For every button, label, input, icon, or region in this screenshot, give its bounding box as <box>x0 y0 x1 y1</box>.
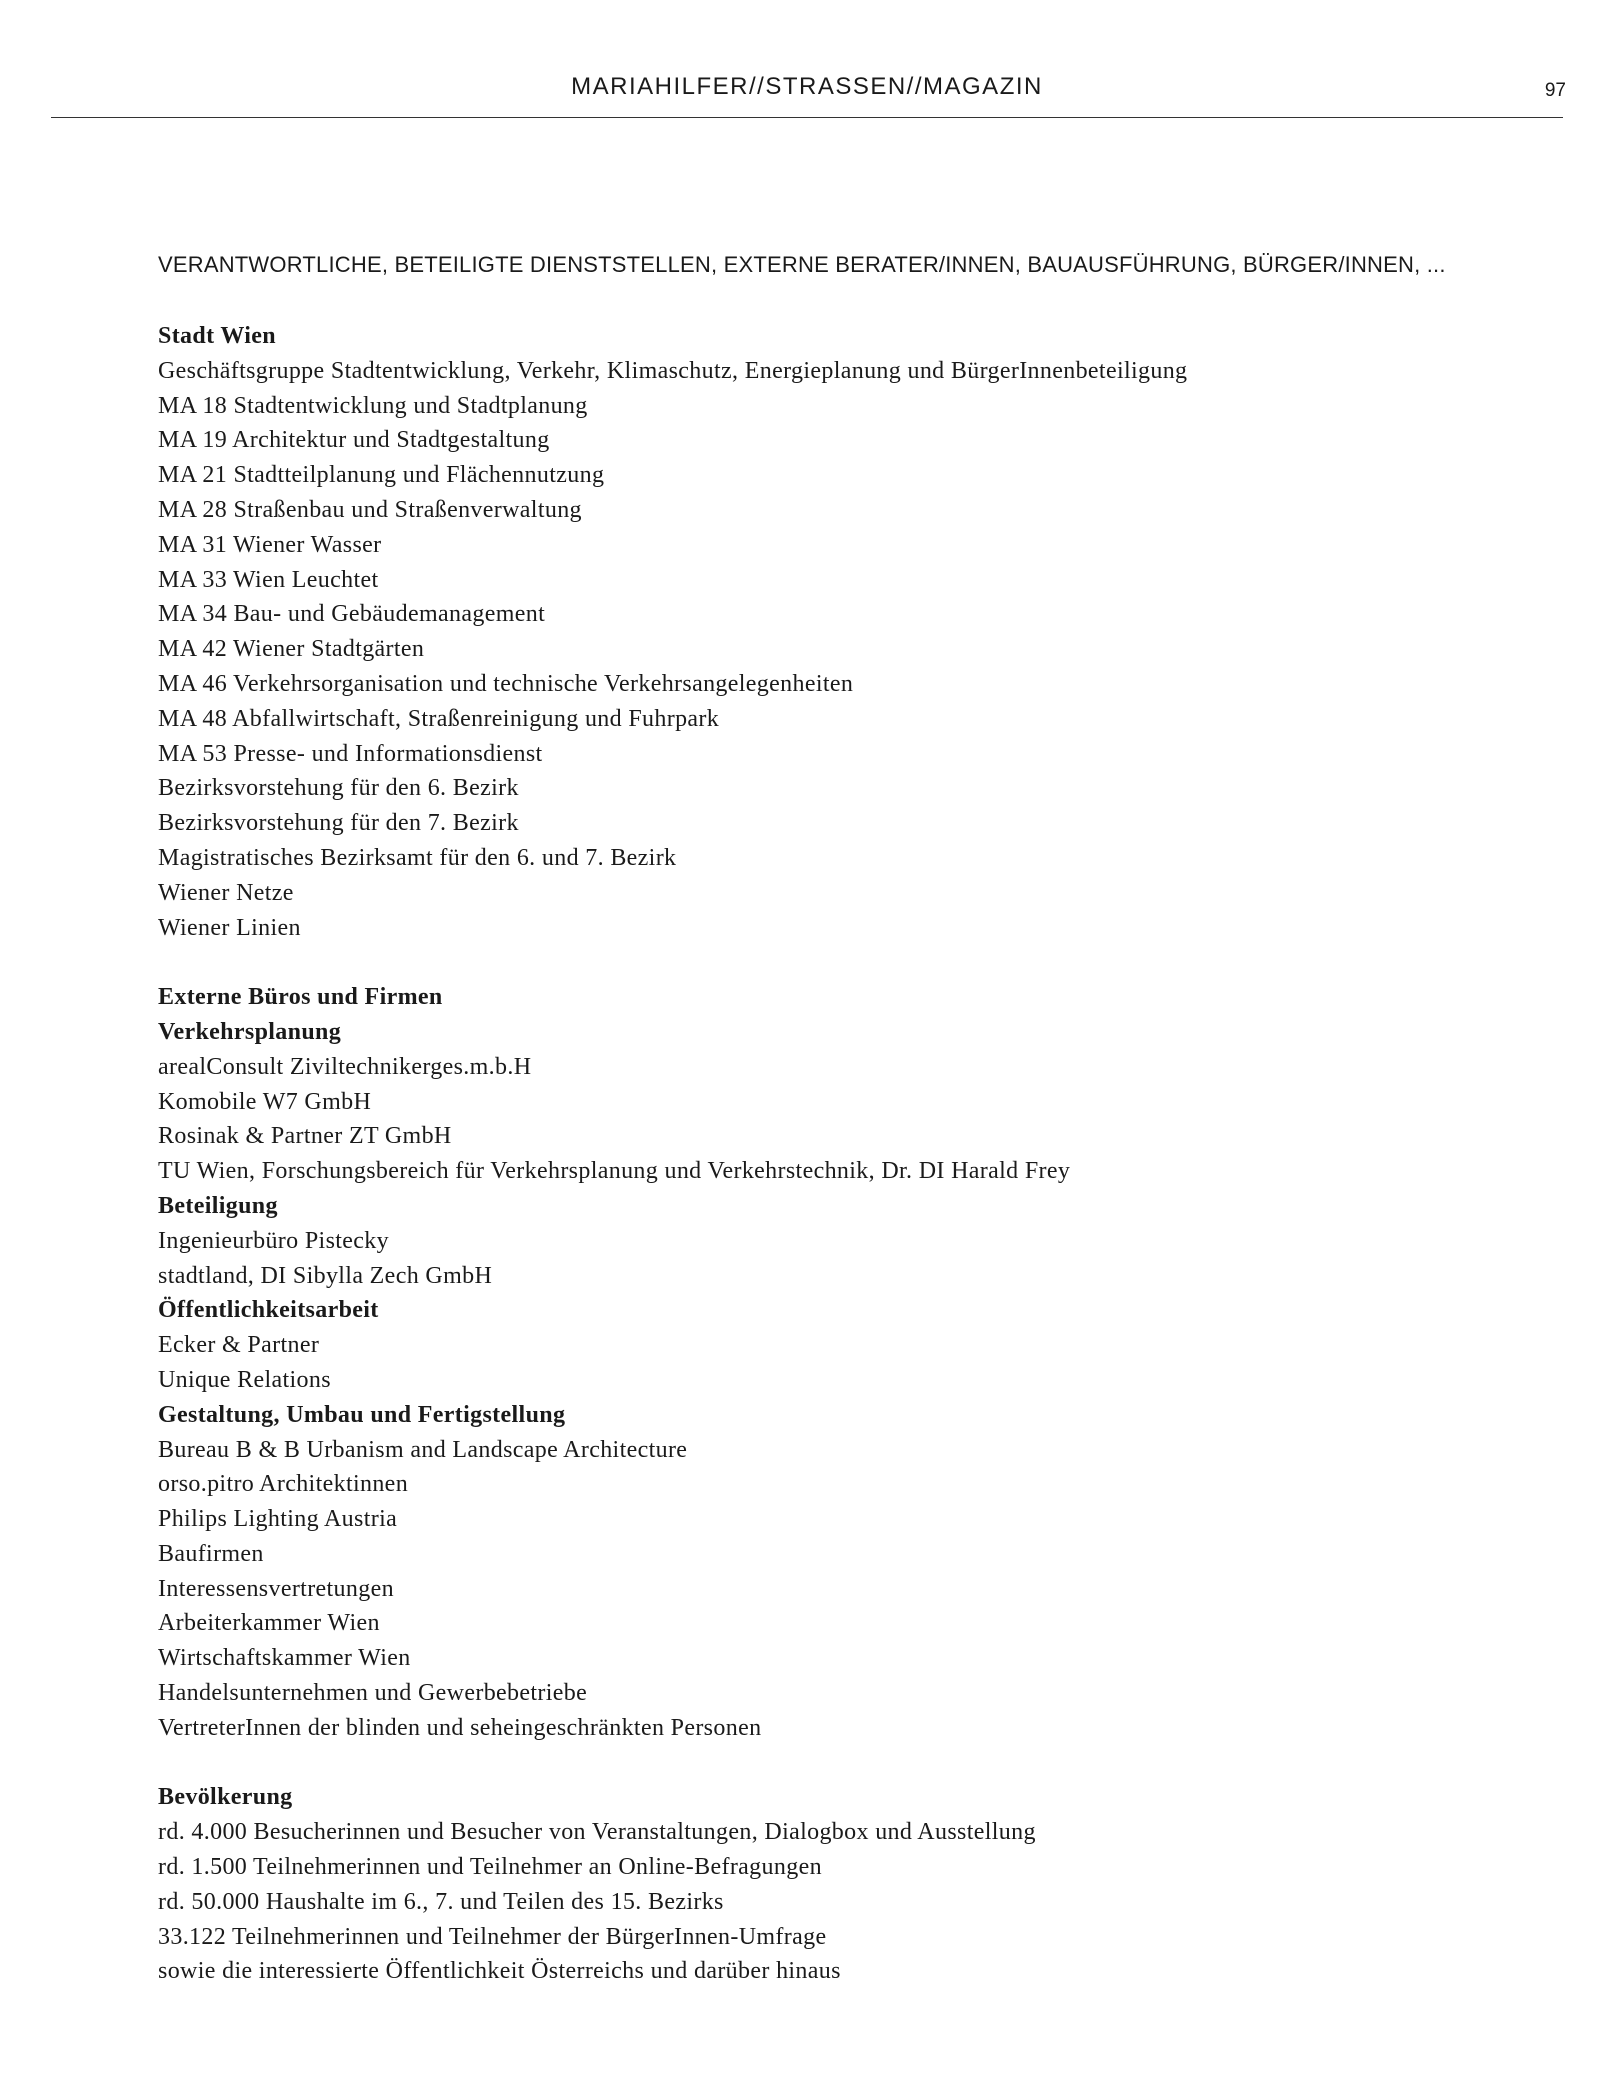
list-item: VertreterInnen der blinden und seheingeschränkten Personen <box>158 1714 762 1741</box>
list-item: arealConsult Ziviltechnikerges.m.b.H <box>158 1053 532 1080</box>
list-item: Wiener Netze <box>158 879 294 906</box>
list-item: Magistratisches Bezirksamt für den 6. und 7. Bezirk <box>158 844 677 871</box>
list-item: 33.122 Teilnehmerinnen und Teilnehmer der BürgerInnen-Umfrage <box>158 1923 827 1950</box>
list-item: MA 31 Wiener Wasser <box>158 531 382 558</box>
group-title-externe: Externe Büros und Firmen <box>158 984 443 1011</box>
page-number: 97 <box>1544 80 1566 101</box>
credits-list <box>158 319 1458 1989</box>
group-title-bevoelkerung: Bevölkerung <box>158 1784 293 1811</box>
list-item: Philips Lighting Austria <box>158 1506 398 1533</box>
subgroup-title-oeffentlichkeitsarbeit: Öffentlichkeitsarbeit <box>158 1297 379 1324</box>
list-item: Handelsunternehmen und Gewerbebetriebe <box>158 1680 588 1707</box>
list-item: Bureau B & B Urbanism and Landscape Architecture <box>158 1436 688 1463</box>
list-item: Arbeiterkammer Wien <box>158 1610 380 1637</box>
list-item: MA 34 Bau- und Gebäudemanagement <box>158 601 546 628</box>
subgroup-title-beteiligung: Beteiligung <box>158 1192 278 1219</box>
list-item: MA 42 Wiener Stadtgärten <box>158 636 425 663</box>
list-item: Bezirksvorstehung für den 6. Bezirk <box>158 775 519 802</box>
list-item: MA 46 Verkehrsorganisation und technische Verkehrsangelegenheiten <box>158 670 854 697</box>
list-item: Wirtschaftskammer Wien <box>158 1645 411 1672</box>
list-item: Bezirksvorstehung für den 7. Bezirk <box>158 810 519 837</box>
list-item: MA 33 Wien Leuchtet <box>158 566 379 593</box>
spacer <box>158 1746 1458 1781</box>
subgroup-title-gestaltung: Gestaltung, Umbau und Fertigstellung <box>158 1401 566 1428</box>
list-item: MA 48 Abfallwirtschaft, Straßenreinigung und Fuhrpark <box>158 705 720 732</box>
group-title-stadt-wien: Stadt Wien <box>158 323 276 349</box>
list-item: Ecker & Partner <box>158 1332 320 1359</box>
section-heading: VERANTWORTLICHE, BETEILIGTE DIENSTSTELLEN, EXTERNE BERATER/INNEN, BAUAUSFÜHRUNG, BÜRGER/INNEN, ... <box>158 252 1446 277</box>
list-item: Ingenieurbüro Pistecky <box>158 1227 389 1254</box>
stadt-wien-list <box>158 354 1458 946</box>
list-item: Interessensvertretungen <box>158 1575 394 1602</box>
list-item: Baufirmen <box>158 1540 264 1567</box>
list-item: rd. 1.500 Teilnehmerinnen und Teilnehmer an Online-Befragungen <box>158 1854 822 1881</box>
list-item: MA 18 Stadtentwicklung und Stadtplanung <box>158 392 588 419</box>
list-item: Komobile W7 GmbH <box>158 1088 372 1115</box>
list-item: rd. 4.000 Besucherinnen und Besucher von Veranstaltungen, Dialogbox und Ausstellung <box>158 1819 1036 1846</box>
list-item: orso.pitro Architektinnen <box>158 1471 409 1498</box>
header-divider <box>51 117 1563 118</box>
list-item: rd. 50.000 Haushalte im 6., 7. und Teilen des 15. Bezirks <box>158 1888 724 1915</box>
spacer <box>158 945 1458 980</box>
list-item: sowie die interessierte Öffentlichkeit Österreichs und darüber hinaus <box>158 1958 841 1985</box>
list-item: MA 21 Stadtteilplanung und Flächennutzung <box>158 462 605 489</box>
magazine-title: MARIAHILFER//STRASSEN//MAGAZIN <box>571 73 1043 100</box>
subgroup-title-verkehrsplanung: Verkehrsplanung <box>158 1018 342 1045</box>
list-item: Rosinak & Partner ZT GmbH <box>158 1123 452 1150</box>
list-item: Unique Relations <box>158 1366 331 1393</box>
list-item: stadtland, DI Sibylla Zech GmbH <box>158 1262 493 1289</box>
list-item: Geschäftsgruppe Stadtentwicklung, Verkehr, Klimaschutz, Energieplanung und BürgerInnenbeteiligung <box>158 357 1188 384</box>
list-item: MA 28 Straßenbau und Straßenverwaltung <box>158 496 582 523</box>
list-item: Wiener Linien <box>158 914 301 941</box>
list-item: MA 53 Presse- und Informationsdienst <box>158 740 543 767</box>
list-item: TU Wien, Forschungsbereich für Verkehrsplanung und Verkehrstechnik, Dr. DI Harald Frey <box>158 1158 1071 1185</box>
list-item: MA 19 Architektur und Stadtgestaltung <box>158 427 550 454</box>
